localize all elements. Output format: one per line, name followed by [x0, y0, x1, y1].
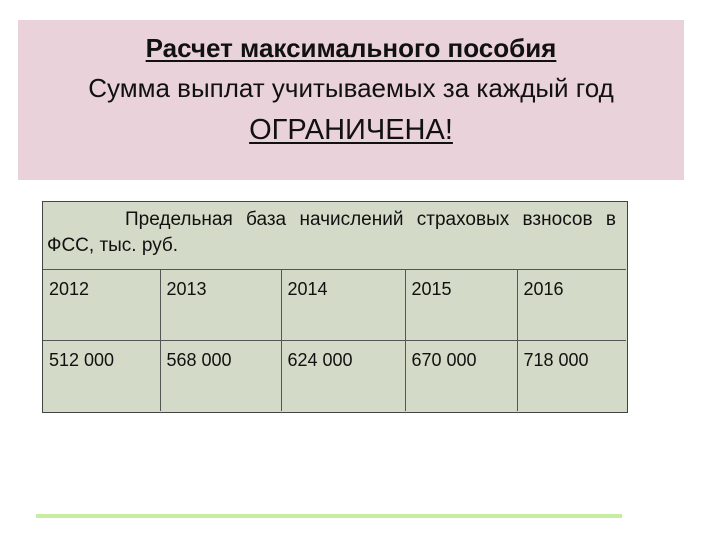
- table-row-values: [43, 341, 626, 412]
- value-cell: 568 000: [160, 341, 281, 412]
- page-title: Расчет максимального пособия: [145, 33, 557, 63]
- table-grid: [43, 270, 626, 411]
- emphasis-text: ОГРАНИЧЕНА!: [249, 114, 453, 146]
- year-cell: 2014: [281, 270, 405, 341]
- year-cell: 2015: [405, 270, 517, 341]
- value-cell: 624 000: [281, 341, 405, 412]
- header-band: [18, 20, 684, 180]
- bottom-divider: [36, 514, 622, 518]
- insurance-base-table: [42, 201, 628, 413]
- value-cell: 670 000: [405, 341, 517, 412]
- year-cell: 2016: [517, 270, 626, 341]
- year-cell: 2013: [160, 270, 281, 341]
- year-cell: 2012: [43, 270, 160, 341]
- table-caption: Предельная база начислений страховых взносов в ФСС, тыс. руб.: [43, 202, 626, 270]
- table-row-years: [43, 270, 626, 341]
- value-cell: 512 000: [43, 341, 160, 412]
- value-cell: 718 000: [517, 341, 626, 412]
- page-subtitle: Сумма выплат учитываемых за каждый год: [88, 73, 614, 103]
